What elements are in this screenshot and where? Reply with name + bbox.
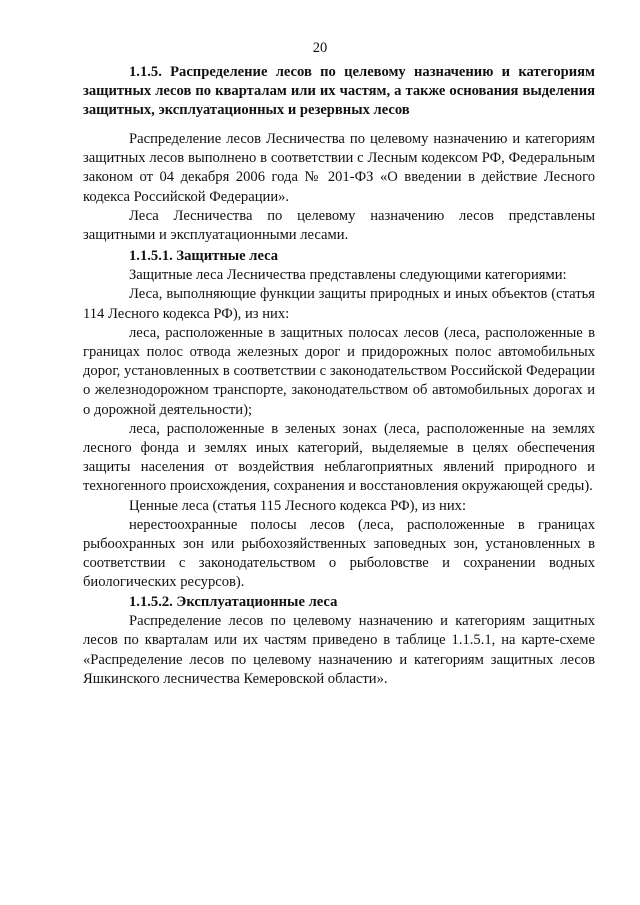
protective-paragraph-1: Защитные леса Лесничества представлены следующими категориями: (129, 267, 567, 284)
protective-paragraph-4: леса, расположенные в зеленых зонах (леса, расположенные на землях лесного фонда и землях иных категорий, выделяемые в целях обеспечения защиты населения от воздействия неблагоприятных явлений природного и техногенного происхождения, сохранения и восстановления окружающей среды). (83, 420, 595, 495)
protective-paragraph-6: нерестоохранные полосы лесов (леса, расположенные в границах рыбоохранных зон или рыбохозяйственных заповедных зон, установленных в соответствии с законодательством о рыболовстве и сохранении водных биологических ресурсов). (83, 516, 595, 591)
intro-paragraph-2: Леса Лесничества по целевому назначению лесов представлены защитными и эксплуатационными лесами. (83, 207, 595, 244)
section-heading: 1.1.5. Распределение лесов по целевому назначению и категориям защитных лесов по кварталам или их частям, а также основания выделения защитных, эксплуатационных и резервных лесов (83, 64, 595, 119)
protective-paragraph-3: леса, расположенные в защитных полосах лесов (леса, расположенные в границах полос отвода железных дорог и придорожных полос автомобильных дорог, установленных в соответствии с законодательством Российской Федерации о железнодорожном транспорте, законодательством об автомобильных дорогах и о дорожной деятельности); (83, 324, 595, 418)
page-number: 20 (312, 40, 328, 56)
section-heading-block (83, 63, 595, 121)
intro-block (83, 130, 595, 245)
protective-paragraph-2: Леса, выполняющие функции защиты природных и иных объектов (статья 114 Лесного кодекса РФ), из них: (83, 286, 595, 322)
protective-paragraph-5: Ценные леса (статья 115 Лесного кодекса РФ), из них: (129, 497, 467, 514)
intro-paragraph-1: Распределение лесов Лесничества по целевому назначению и категориям защитных лесов выполнено в соответствии с Лесным кодексом РФ, Федеральным законом от 04 декабря 2006 года № 201-ФЗ «О введении в действие Лесного кодекса Российской Федерации». (83, 131, 595, 205)
exploitation-forests-block (83, 593, 595, 689)
exploitation-forests-heading: 1.1.5.2. Эксплуатационные леса (129, 594, 338, 610)
exploitation-paragraph: Распределение лесов по целевому назначению и категориям защитных лесов по кварталам или их частям приведено в таблице 1.1.5.1, на карте-схеме «Распределение лесов по целевому назначению и категориям защитных лесов Яшкинского лесничества Кемеровской области». (83, 613, 595, 687)
protective-forests-block (83, 247, 595, 593)
protective-forests-heading: 1.1.5.1. Защитные леса (129, 248, 279, 264)
